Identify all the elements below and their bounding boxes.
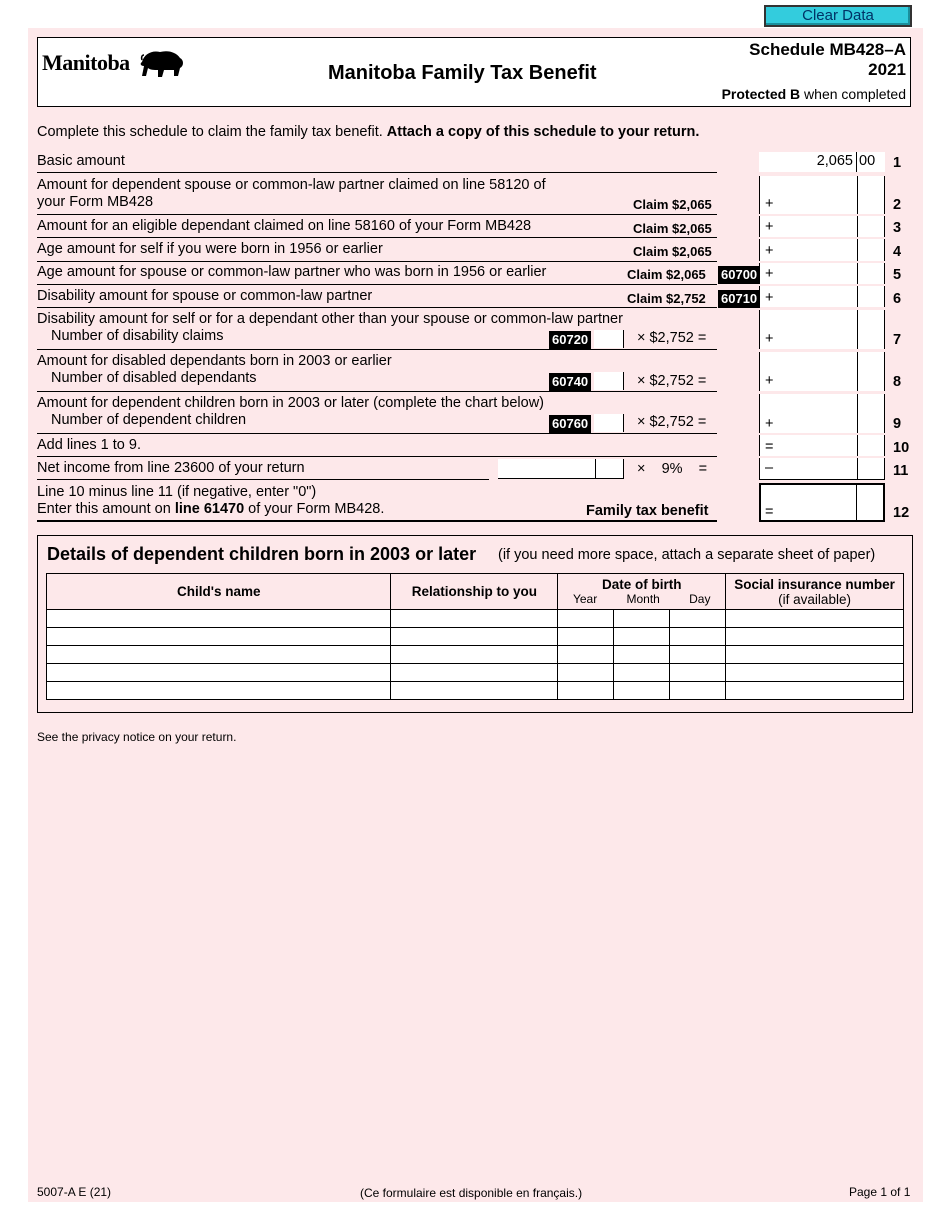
bison-icon <box>138 48 186 80</box>
year-cell[interactable] <box>558 682 614 700</box>
line1-label: Basic amount <box>37 153 125 169</box>
line9-underline <box>37 433 717 434</box>
line2-claim: Claim $2,065 <box>633 197 712 212</box>
line3-number: 3 <box>893 220 902 236</box>
line12-label-1: Line 10 minus line 11 (if negative, enter "0") <box>37 484 317 500</box>
line6-operator: + <box>765 290 774 306</box>
line2-label <box>37 177 546 211</box>
tax-year: 2021 <box>868 60 906 79</box>
sin-cell[interactable] <box>726 682 904 700</box>
year-cell[interactable] <box>558 646 614 664</box>
line1-divider <box>856 152 857 172</box>
line1-amount-field[interactable] <box>759 152 885 172</box>
line12-label-2 <box>37 501 384 518</box>
sin-cell[interactable] <box>726 646 904 664</box>
line7-amount-field[interactable] <box>759 310 885 349</box>
table-row <box>47 682 904 700</box>
line6-code: 60710 <box>718 290 760 308</box>
relationship-cell[interactable] <box>391 646 558 664</box>
line7-label-1: Disability amount for self or for a dependant other than your spouse or common-law partner <box>37 311 623 327</box>
protected-bold: Protected B <box>721 86 801 102</box>
line5-operator: + <box>765 266 774 282</box>
dob-month: Month <box>626 592 660 606</box>
line7-code: 60720 <box>549 331 591 349</box>
children-table <box>46 573 904 700</box>
line12-label-2a: Enter this amount on <box>37 501 175 517</box>
page-title: Manitoba Family Tax Benefit <box>328 62 597 84</box>
line3-claim: Claim $2,065 <box>633 221 712 236</box>
line5-underline <box>37 284 717 285</box>
line2-operator: + <box>765 196 774 212</box>
line4-divider <box>857 239 858 261</box>
line9-multiplier: × $2,752 = <box>637 414 707 430</box>
line3-underline <box>37 237 717 238</box>
line11-divider <box>857 458 858 479</box>
relationship-cell[interactable] <box>391 628 558 646</box>
table-row <box>47 610 904 628</box>
sin-cell[interactable] <box>726 664 904 682</box>
dependent-children-section <box>37 535 913 713</box>
line7-label-2: Number of disability claims <box>51 328 224 344</box>
line12-amount-field[interactable] <box>759 483 885 522</box>
line3-amount-field[interactable] <box>759 216 885 237</box>
line7-count-field[interactable] <box>594 330 624 348</box>
dob-day: Day <box>689 592 711 606</box>
line7-label <box>37 311 623 345</box>
name-cell[interactable] <box>47 664 391 682</box>
form-id: 5007-A E (21) <box>37 1185 112 1199</box>
month-cell[interactable] <box>614 682 670 700</box>
line4-claim: Claim $2,065 <box>633 244 712 259</box>
month-cell[interactable] <box>614 646 670 664</box>
french-notice: (Ce formulaire est disponible en français.) <box>360 1186 583 1200</box>
month-cell[interactable] <box>614 628 670 646</box>
line2-amount-field[interactable] <box>759 176 885 214</box>
line12-label-2b: line 61470 <box>174 501 245 517</box>
line5-amount-field[interactable] <box>759 263 885 284</box>
details-title: Details of dependent children born in 2003 or later <box>47 544 477 564</box>
col-childs-name: Child's name <box>47 574 391 610</box>
line11-underline <box>37 479 489 480</box>
dob-subheaders <box>558 592 725 606</box>
col-sin <box>726 574 904 610</box>
line8-divider <box>857 352 858 391</box>
line10-operator: = <box>765 439 774 455</box>
line11-operator: – <box>765 460 774 476</box>
line10-label: Add lines 1 to 9. <box>37 437 141 453</box>
line6-claim: Claim $2,752 <box>627 291 706 306</box>
col-date-of-birth <box>558 574 726 610</box>
line5-claim: Claim $2,065 <box>627 267 706 282</box>
line3-label: Amount for an eligible dependant claimed on line 58160 of your Form MB428 <box>37 218 532 234</box>
table-row <box>47 628 904 646</box>
day-cell[interactable] <box>670 610 726 628</box>
line11-multiplier: × 9% = <box>637 461 708 477</box>
line5-divider <box>857 263 858 284</box>
line6-divider <box>857 286 858 307</box>
line2-label-2: your Form MB428 <box>37 194 154 210</box>
name-cell[interactable] <box>47 628 391 646</box>
day-cell[interactable] <box>670 646 726 664</box>
line8-count-field[interactable] <box>594 372 624 390</box>
line1-amount: 2,065 <box>816 153 853 169</box>
line1-number: 1 <box>893 155 902 171</box>
table-row <box>47 646 904 664</box>
intro-plain: Complete this schedule to claim the family tax benefit. <box>37 124 387 140</box>
line5-label: Age amount for spouse or common-law partner who was born in 1956 or earlier <box>37 264 547 280</box>
line4-underline <box>37 261 717 262</box>
line12-label-2c: of your Form MB428. <box>244 501 385 517</box>
line6-number: 6 <box>893 291 902 307</box>
line7-number: 7 <box>893 332 902 348</box>
day-cell[interactable] <box>670 628 726 646</box>
line11-label: Net income from line 23600 of your return <box>37 460 305 476</box>
line10-amount-field[interactable] <box>759 435 885 456</box>
line7-multiplier: × $2,752 = <box>637 330 707 346</box>
clear-data-button[interactable]: Clear Data <box>764 5 912 27</box>
intro-bold: Attach a copy of this schedule to your return. <box>386 124 700 140</box>
line9-label-2: Number of dependent children <box>51 412 247 428</box>
line9-label <box>37 395 544 429</box>
day-cell[interactable] <box>670 664 726 682</box>
dob-label: Date of birth <box>601 577 682 592</box>
line2-number: 2 <box>893 197 902 213</box>
sin-note: (if available) <box>778 591 851 607</box>
line11-number: 11 <box>893 463 909 479</box>
sin-cell[interactable] <box>726 628 904 646</box>
line3-operator: + <box>765 219 774 235</box>
line9-count-field[interactable] <box>594 414 624 432</box>
line4-label: Age amount for self if you were born in 1956 or earlier <box>37 241 383 257</box>
line11-net-income-field[interactable] <box>498 459 624 479</box>
relationship-cell[interactable] <box>391 682 558 700</box>
form-header <box>37 37 911 107</box>
line12-divider <box>856 485 857 520</box>
line11-income-divider <box>595 459 596 478</box>
sin-label: Social insurance number <box>734 576 895 592</box>
line11-amount-underline <box>759 479 885 480</box>
line12-label <box>37 484 384 518</box>
line8-label-2: Number of disabled dependants <box>51 370 257 386</box>
line1-underline <box>37 172 717 173</box>
protected-label <box>722 86 906 102</box>
line8-number: 8 <box>893 374 902 390</box>
day-cell[interactable] <box>670 682 726 700</box>
line5-code: 60700 <box>718 266 760 284</box>
line4-number: 4 <box>893 244 902 260</box>
line9-divider <box>857 394 858 433</box>
line2-label-1: Amount for dependent spouse or common-law partner claimed on line 58120 of <box>37 177 546 193</box>
dob-year: Year <box>572 592 598 606</box>
line6-underline <box>37 307 717 308</box>
line8-amount-field[interactable] <box>759 352 885 391</box>
line9-amount-field[interactable] <box>759 394 885 433</box>
line2-divider <box>857 176 858 214</box>
privacy-notice: See the privacy notice on your return. <box>37 730 237 744</box>
intro-text <box>37 124 699 140</box>
table-header <box>47 574 904 610</box>
name-cell[interactable] <box>47 610 391 628</box>
month-cell[interactable] <box>614 664 670 682</box>
line8-code: 60740 <box>549 373 591 391</box>
line12-number: 12 <box>893 505 910 521</box>
year-cell[interactable] <box>558 628 614 646</box>
sin-cell[interactable] <box>726 610 904 628</box>
col-relationship: Relationship to you <box>391 574 558 610</box>
name-cell[interactable] <box>47 646 391 664</box>
relationship-cell[interactable] <box>391 610 558 628</box>
line9-label-1: Amount for dependent children born in 2003 or later (complete the chart below) <box>37 395 544 411</box>
line4-operator: + <box>765 243 774 259</box>
line10-underline <box>37 456 717 457</box>
line12-operator: = <box>765 504 774 520</box>
line6-amount-field[interactable] <box>759 286 885 307</box>
line1-cents: 00 <box>859 153 876 169</box>
line2-underline <box>37 214 717 215</box>
line6-label: Disability amount for spouse or common-law partner <box>37 288 373 304</box>
line7-divider <box>857 310 858 349</box>
line3-divider <box>857 216 858 237</box>
family-tax-benefit-label: Family tax benefit <box>586 503 709 519</box>
line8-label <box>37 353 392 387</box>
line12-underline <box>37 520 717 522</box>
line9-operator: + <box>765 416 774 432</box>
page-number: Page 1 of 1 <box>849 1185 911 1199</box>
line11-amount-field[interactable] <box>759 458 885 479</box>
line9-code: 60760 <box>549 415 591 433</box>
year-cell[interactable] <box>558 610 614 628</box>
protected-rest: when completed <box>800 86 906 102</box>
name-cell[interactable] <box>47 682 391 700</box>
line8-multiplier: × $2,752 = <box>637 373 707 389</box>
line9-number: 9 <box>893 416 902 432</box>
line5-number: 5 <box>893 267 902 283</box>
year-cell[interactable] <box>558 664 614 682</box>
manitoba-logo: Manitoba <box>42 50 130 75</box>
line8-underline <box>37 391 717 392</box>
line8-operator: + <box>765 373 774 389</box>
relationship-cell[interactable] <box>391 664 558 682</box>
line10-divider <box>857 435 858 456</box>
line4-amount-field[interactable] <box>759 239 885 261</box>
line10-number: 10 <box>893 440 910 456</box>
schedule-number: Schedule MB428–A <box>749 40 906 59</box>
line7-underline <box>37 349 717 350</box>
details-note: (if you need more space, attach a separate sheet of paper) <box>498 547 876 563</box>
table-row <box>47 664 904 682</box>
line7-operator: + <box>765 331 774 347</box>
month-cell[interactable] <box>614 610 670 628</box>
line8-label-1: Amount for disabled dependants born in 2003 or earlier <box>37 353 392 369</box>
